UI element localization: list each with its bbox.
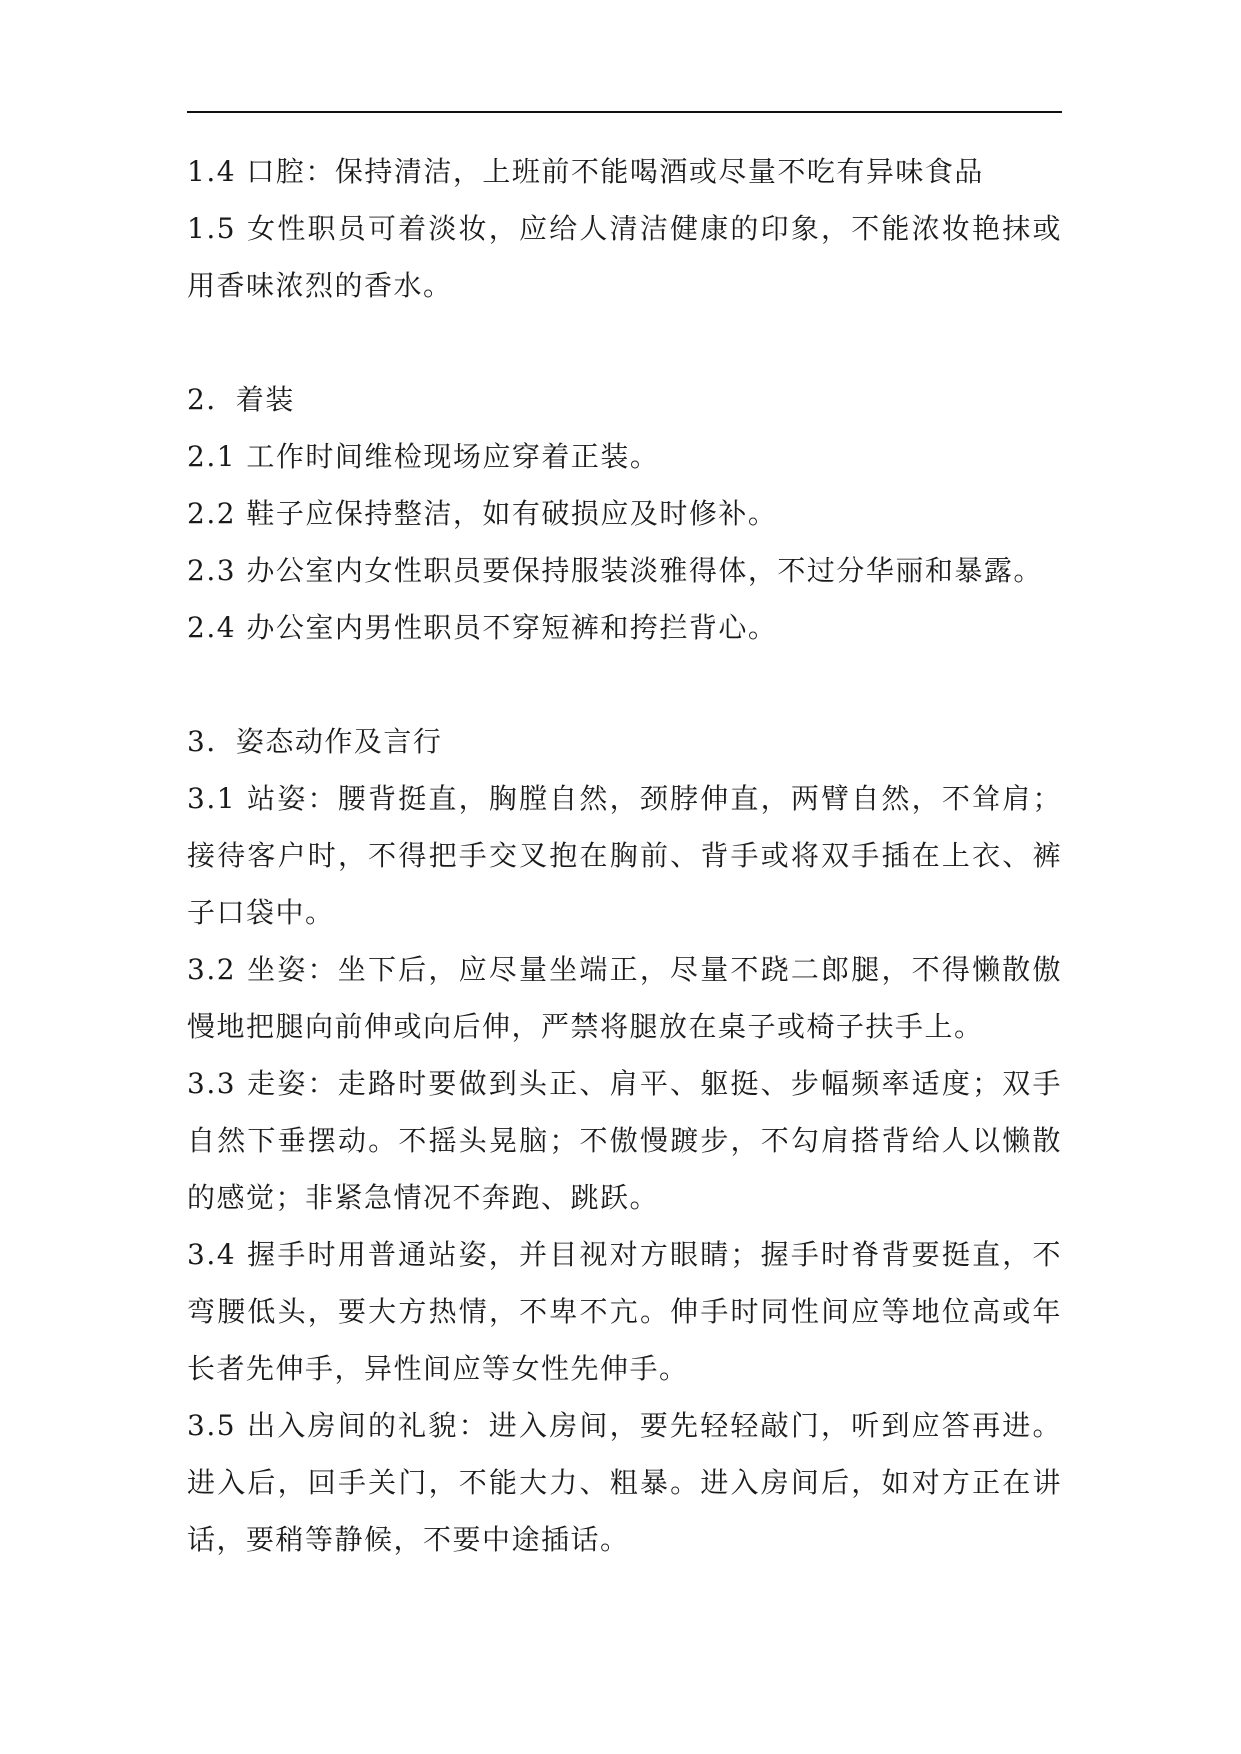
paragraph-3-1-standing: 3.1 站姿：腰背挺直，胸膛自然，颈脖伸直，两臂自然，不耸肩；接待客户时，不得把手交叉抱在胸前、背手或将双手插在上衣、裤子口袋中。 — [187, 782, 1062, 929]
paragraph-2-4: 2.4 办公室内男性职员不穿短裤和挎拦背心。 — [187, 611, 778, 644]
paragraph-2-2: 2.2 鞋子应保持整洁，如有破损应及时修补。 — [187, 497, 778, 530]
blank-line — [187, 314, 1062, 371]
paragraph-2-3: 2.3 办公室内女性职员要保持服装淡雅得体，不过分华丽和暴露。 — [187, 554, 1043, 587]
paragraph-3-4-handshake: 3.4 握手时用普通站姿，并目视对方眼睛；握手时脊背要挺直，不弯腰低头，要大方热情，不卑不亢。伸手时同性间应等地位高或年长者先伸手，异性间应等女性先伸手。 — [187, 1238, 1062, 1385]
section-heading-2-attire: 2．着装 — [187, 383, 295, 416]
paragraph-2-1: 2.1 工作时间维检现场应穿着正装。 — [187, 440, 660, 473]
document-body — [187, 143, 1062, 1568]
paragraph-1-4-oral: 1.4 口腔：保持清洁，上班前不能喝酒或尽量不吃有异味食品 — [187, 155, 984, 188]
paragraph-3-2-sitting: 3.2 坐姿：坐下后，应尽量坐端正，尽量不跷二郎腿，不得懒散傲慢地把腿向前伸或向后伸，严禁将腿放在桌子或椅子扶手上。 — [187, 953, 1062, 1043]
section-heading-3-posture: 3．姿态动作及言行 — [187, 725, 443, 758]
header-rule — [187, 111, 1062, 113]
paragraph-1-5-makeup: 1.5 女性职员可着淡妆，应给人清洁健康的印象，不能浓妆艳抹或用香味浓烈的香水。 — [187, 212, 1062, 302]
paragraph-3-5-entering-room: 3.5 出入房间的礼貌：进入房间，要先轻轻敲门，听到应答再进。进入后，回手关门，不能大力、粗暴。进入房间后，如对方正在讲话，要稍等静候，不要中途插话。 — [187, 1409, 1062, 1556]
paragraph-3-3-walking: 3.3 走姿：走路时要做到头正、肩平、躯挺、步幅频率适度；双手自然下垂摆动。不摇头晃脑；不傲慢踱步，不勾肩搭背给人以懒散的感觉；非紧急情况不奔跑、跳跃。 — [187, 1067, 1062, 1214]
blank-line — [187, 656, 1062, 713]
